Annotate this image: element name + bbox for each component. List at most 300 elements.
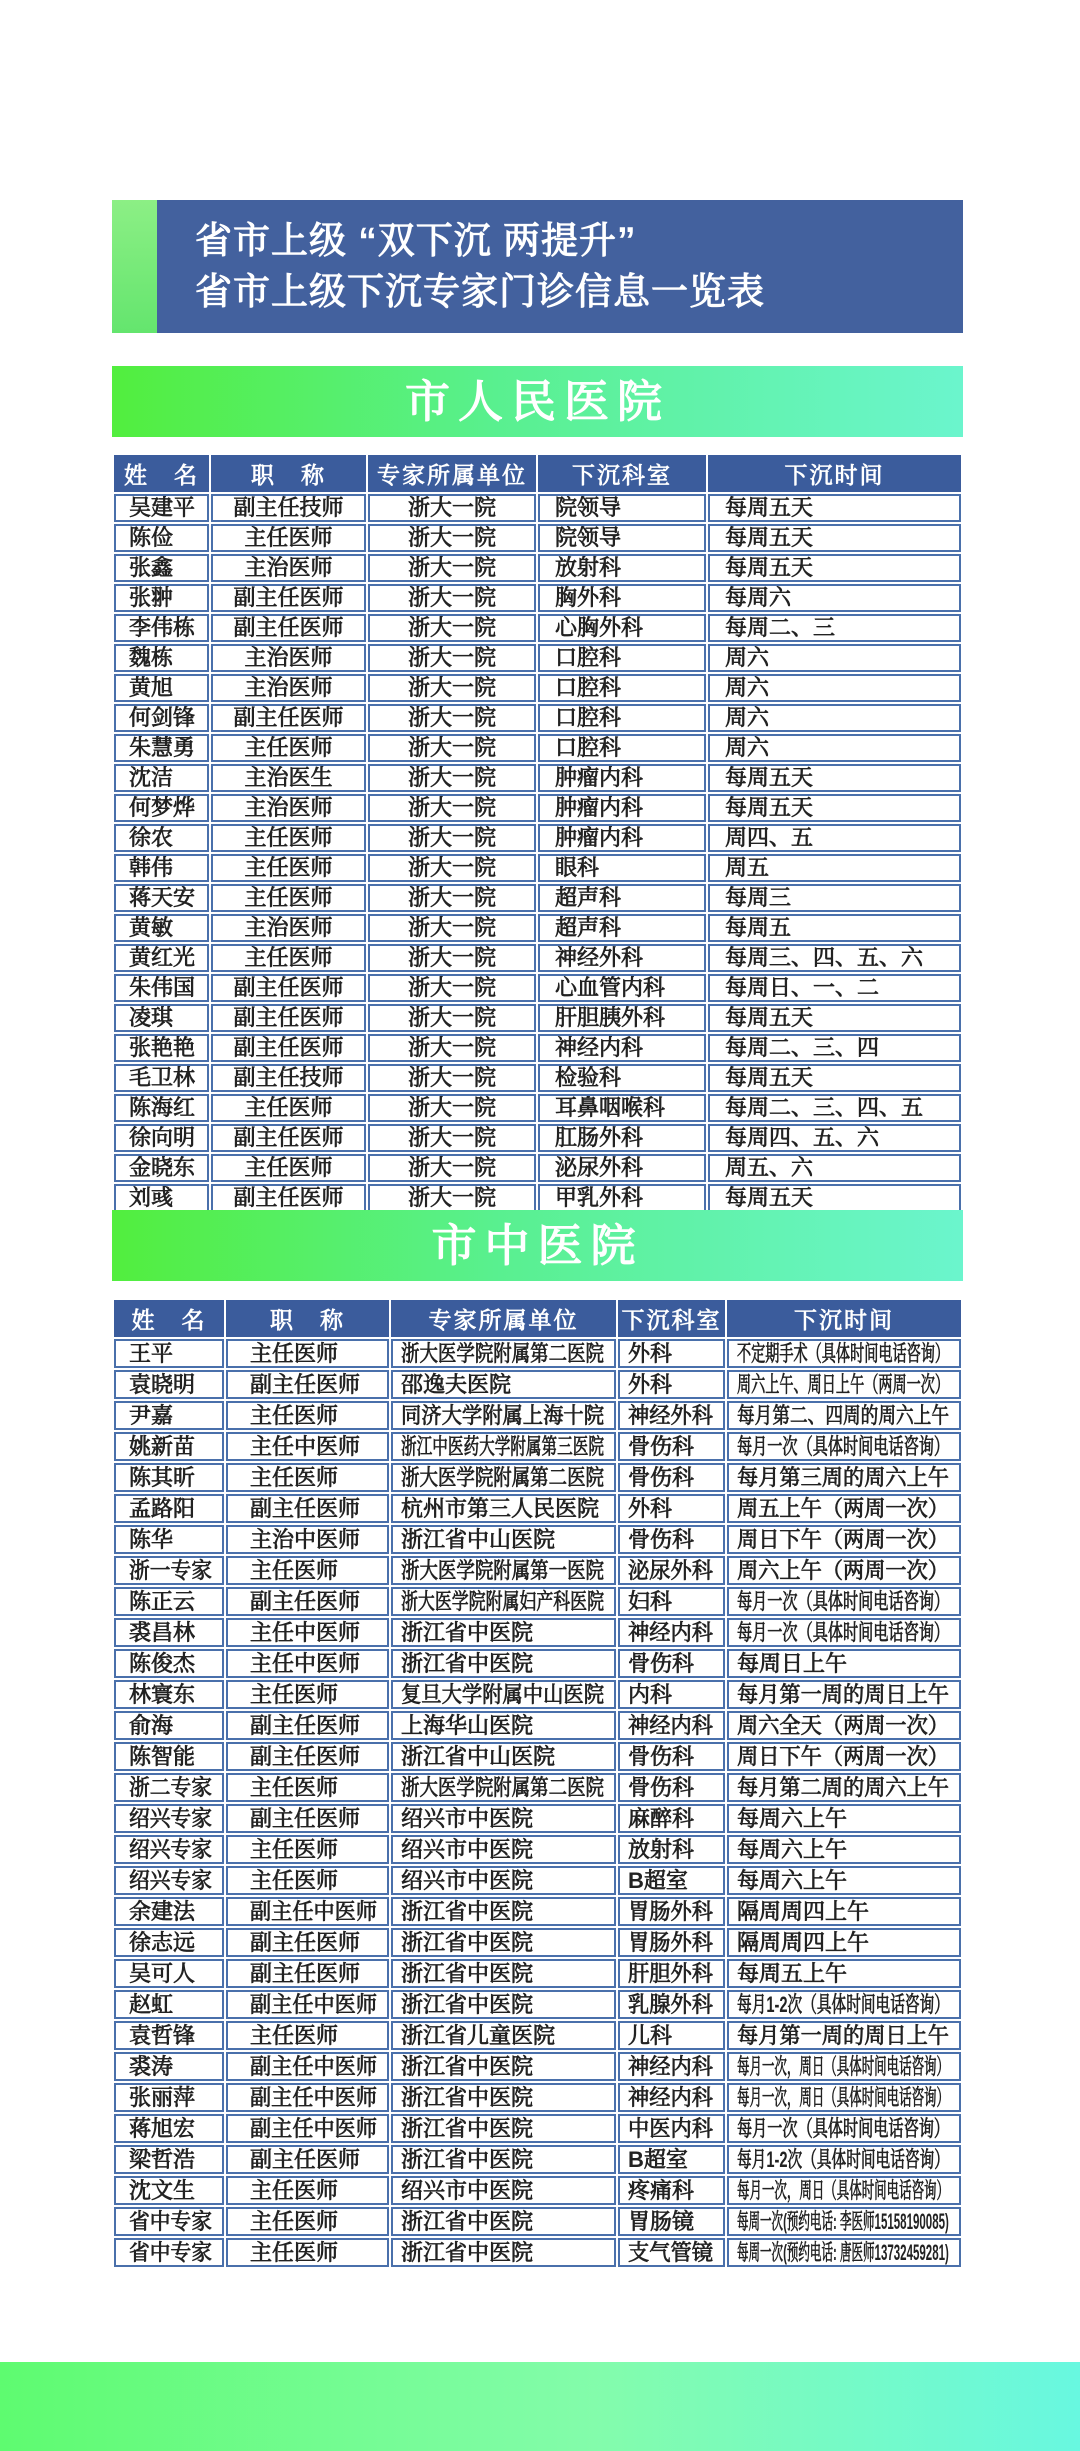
cell-unit [368,554,536,582]
cell-title [226,1711,389,1740]
cell-text: 中医内科 [628,2116,714,2141]
cell-department [538,1154,706,1182]
cell-department [618,1587,725,1616]
table-row [114,1184,961,1212]
cell-text: 每周二、三 [725,615,836,640]
cell-text: 周六 [725,645,770,670]
cell-text: 周六上午、周日上午（两周一次） [737,1372,950,1397]
table-row [114,614,961,642]
cell-title [226,2238,389,2267]
table-row [114,1773,961,1802]
cell-text: 浙大一院 [407,855,496,880]
cell-text: 神经内科 [628,1713,714,1738]
cell-text: 陈华 [129,1527,174,1552]
cell-text: 每月一次（具体时间电话咨询） [737,1434,950,1459]
table-row [114,734,961,762]
cell-text: 主治中医师 [250,1527,361,1552]
cell-text: 麻醉科 [628,1806,695,1831]
cell-text: 肿瘤内科 [555,825,644,850]
table-row [114,1556,961,1585]
cell-text: 邵逸夫医院 [401,1372,512,1397]
cell-unit [391,1959,616,1988]
cell-name [114,524,209,552]
hospital-table-people [112,453,963,1214]
cell-text: 朱伟国 [129,975,196,1000]
cell-text: 胸外科 [555,585,622,610]
cell-department [618,1339,725,1368]
cell-unit [368,584,536,612]
cell-text: 副主任医师 [250,1744,361,1769]
cell-text: 副主任医师 [250,1496,361,1521]
cell-unit [368,974,536,1002]
cell-text: 浙江省中医院 [401,2054,534,2079]
cell-title [211,1034,366,1062]
cell-text: 徐向明 [129,1125,196,1150]
table-row [114,1463,961,1492]
cell-text: 裘涛 [129,2054,174,2079]
cell-text: 绍兴市中医院 [401,1868,534,1893]
cell-title [226,1618,389,1647]
cell-text: 副主任中医师 [250,2085,378,2110]
cell-time [727,1649,961,1678]
cell-name [114,1928,224,1957]
cell-text: 陈正云 [129,1589,196,1614]
cell-unit [391,1494,616,1523]
cell-text: 每周五天 [725,1065,814,1090]
cell-unit [391,1525,616,1554]
table-row [114,1401,961,1430]
cell-text: 绍兴专家 [129,1868,213,1893]
cell-text: 浙大一院 [407,945,496,970]
cell-department [538,914,706,942]
cell-department [538,524,706,552]
cell-time [727,1556,961,1585]
cell-text: 每周二、三、四、五 [725,1095,924,1120]
cell-unit [368,764,536,792]
cell-title [226,1339,389,1368]
cell-text: 绍兴专家 [129,1837,213,1862]
cell-text: 何梦烨 [129,795,196,820]
cell-name [114,944,209,972]
column-header-unit: 专家所属单位 [391,1300,616,1337]
cell-text: 副主任医师 [233,975,344,1000]
cell-text: 每月第三周的周六上午 [737,1465,950,1490]
cell-time [727,1432,961,1461]
cell-title [211,1004,366,1032]
cell-text: 每月一次（具体时间电话咨询） [737,1620,950,1645]
cell-name [114,1804,224,1833]
cell-text: 浙江省儿童医院 [401,2023,556,2048]
cell-time [727,1618,961,1647]
cell-text: 浙江省中医院 [401,1651,534,1676]
cell-text: 陈智能 [129,1744,196,1769]
cell-text: 副主任医师 [233,1125,344,1150]
cell-text: 魏栋 [129,645,174,670]
cell-text: 浙大一院 [407,1005,496,1030]
cell-text: 每周五天 [725,525,814,550]
cell-text: 刘彧 [129,1185,174,1210]
cell-time [727,1742,961,1771]
cell-text: 浙江省中医院 [401,2085,534,2110]
cell-text: 外科 [628,1496,673,1521]
cell-unit [368,794,536,822]
cell-title [226,2207,389,2236]
cell-text: 俞海 [129,1713,174,1738]
cell-unit [368,1004,536,1032]
cell-text: 副主任医师 [250,1930,361,1955]
cell-text: 陈俭 [129,525,174,550]
table-row [114,1866,961,1895]
cell-text: 赵虹 [129,1992,174,2017]
cell-text: 浙大一院 [407,885,496,910]
section-banner-people-hospital: 市人民医院 [112,366,963,437]
cell-name [114,1432,224,1461]
cell-time [727,2238,961,2267]
cell-unit [391,1370,616,1399]
table-row [114,2238,961,2267]
cell-text: 心血管内科 [555,975,666,1000]
cell-text: 甲乳外科 [555,1185,644,1210]
cell-text: 副主任中医师 [250,2116,378,2141]
cell-unit [391,2238,616,2267]
cell-text: 主任中医师 [250,1620,361,1645]
cell-name [114,2052,224,2081]
cell-department [538,644,706,672]
cell-department [538,974,706,1002]
table-row [114,974,961,1002]
cell-title [226,2145,389,2174]
cell-department [618,2238,725,2267]
cell-text: 肝胆外科 [628,1961,714,1986]
cell-text: 每周六上午 [737,1868,848,1893]
cell-time [727,2021,961,2050]
cell-department [538,1094,706,1122]
title-accent-bar [112,200,157,333]
cell-unit [368,914,536,942]
cell-title [211,614,366,642]
cell-text: 浙大医学院附属第二医院 [401,1775,605,1800]
cell-text: 每月第二周的周六上午 [737,1775,950,1800]
cell-text: 妇科 [628,1589,673,1614]
cell-time [708,1004,961,1032]
table-row [114,1525,961,1554]
cell-text: 心胸外科 [555,615,644,640]
cell-time [727,1370,961,1399]
cell-text: 浙江省中医院 [401,2147,534,2172]
cell-unit [368,1154,536,1182]
cell-time [727,1990,961,2019]
table-row [114,2083,961,2112]
cell-unit [391,2052,616,2081]
cell-unit [368,1034,536,1062]
cell-title [211,644,366,672]
cell-title [211,554,366,582]
cell-time [727,1711,961,1740]
cell-time [727,2083,961,2112]
cell-text: 副主任技师 [233,1065,344,1090]
cell-unit [368,824,536,852]
cell-text: 余建法 [129,1899,196,1924]
cell-title [211,494,366,522]
cell-department [538,554,706,582]
title-line-1: 省市上级 “双下沉 两提升” [195,220,637,261]
cell-department [538,494,706,522]
cell-name [114,614,209,642]
cell-department [618,1432,725,1461]
cell-text: 神经内科 [555,1035,644,1060]
cell-text: 王平 [129,1341,174,1366]
cell-name [114,494,209,522]
cell-text: 陈海红 [129,1095,196,1120]
cell-text: 主任医师 [244,1155,333,1180]
cell-time [727,2176,961,2205]
cell-department [618,1711,725,1740]
column-header-time: 下沉时间 [708,455,961,492]
cell-department [618,1773,725,1802]
cell-title [211,1064,366,1092]
cell-title [211,824,366,852]
cell-name [114,2114,224,2143]
cell-text: 每月一次，周日（具体时间电话咨询） [737,2054,950,2079]
cell-text: 每月一次，周日（具体时间电话咨询） [737,2178,950,2203]
cell-text: 主任医师 [250,1403,339,1428]
cell-text: 李伟栋 [129,615,196,640]
cell-name [114,884,209,912]
cell-name [114,1742,224,1771]
table-row [114,824,961,852]
table-row [114,584,961,612]
cell-text: 耳鼻咽喉科 [555,1095,666,1120]
table-row [114,644,961,672]
cell-text: 张鑫 [129,555,174,580]
cell-time [708,644,961,672]
cell-text: 浙大一院 [407,675,496,700]
cell-text: 副主任医师 [250,1372,361,1397]
cell-text: 副主任医师 [233,1035,344,1060]
section-banner-tcm-hospital: 市中医院 [112,1210,963,1281]
cell-department [538,1124,706,1152]
cell-department [538,764,706,792]
cell-title [226,1432,389,1461]
cell-unit [391,1587,616,1616]
cell-name [114,2145,224,2174]
cell-text: 浙江省中山医院 [401,1744,556,1769]
cell-unit [391,2021,616,2050]
table-row [114,1587,961,1616]
cell-text: 浙大一院 [407,615,496,640]
cell-department [618,1804,725,1833]
cell-title [226,1680,389,1709]
cell-department [618,2145,725,2174]
cell-title [211,1184,366,1212]
cell-unit [391,2145,616,2174]
table-row [114,1990,961,2019]
cell-text: 周六 [725,675,770,700]
column-header-title: 职 称 [211,455,366,492]
table-row [114,1034,961,1062]
cell-unit [368,614,536,642]
cell-time [727,1773,961,1802]
cell-text: 主任医师 [244,1095,333,1120]
cell-text: 主任医师 [250,1775,339,1800]
column-header-title: 职 称 [226,1300,389,1337]
cell-department [618,1525,725,1554]
cell-text: 吴建平 [129,495,196,520]
cell-unit [368,704,536,732]
column-header-name: 姓 名 [114,1300,224,1337]
cell-text: 浙江省中医院 [401,2240,534,2265]
cell-department [538,734,706,762]
cell-text: 浙大一院 [407,1125,496,1150]
title-banner [112,200,963,333]
cell-title [226,2176,389,2205]
cell-department [618,1494,725,1523]
cell-unit [391,1339,616,1368]
header-row [114,1300,961,1337]
cell-name [114,1618,224,1647]
cell-department [618,1959,725,1988]
cell-department [618,1618,725,1647]
cell-title [211,584,366,612]
cell-text: 主任医师 [244,885,333,910]
cell-text: 浙大一院 [407,735,496,760]
cell-text: 周六全天（两周一次） [737,1713,950,1738]
table-row [114,2021,961,2050]
cell-text: 肿瘤内科 [555,765,644,790]
cell-unit [391,2083,616,2112]
cell-text: 每周五天 [725,1005,814,1030]
cell-name [114,974,209,1002]
cell-unit [391,1649,616,1678]
cell-title [226,1463,389,1492]
column-header-department: 下沉科室 [618,1300,725,1337]
cell-department [618,2114,725,2143]
cell-department [538,614,706,642]
cell-unit [368,1184,536,1212]
cell-time [708,794,961,822]
cell-time [708,884,961,912]
cell-text: 副主任技师 [233,495,344,520]
table-row [114,854,961,882]
cell-text: 凌琪 [129,1005,174,1030]
cell-text: 陈俊杰 [129,1651,196,1676]
column-header-department: 下沉科室 [538,455,706,492]
cell-title [226,1897,389,1926]
cell-text: 裘昌林 [129,1620,196,1645]
cell-text: 浙大一院 [407,1095,496,1120]
cell-time [727,1525,961,1554]
cell-text: 浙江省中山医院 [401,1527,556,1552]
cell-unit [391,1866,616,1895]
cell-department [538,824,706,852]
cell-time [708,974,961,1002]
cell-text: 浙大一院 [407,915,496,940]
cell-unit [391,1897,616,1926]
cell-text: 每周五天 [725,555,814,580]
cell-text: 院领导 [555,525,622,550]
cell-department [618,1649,725,1678]
cell-text: 周四、五 [725,825,814,850]
cell-unit [368,734,536,762]
cell-title [226,1990,389,2019]
cell-text: 朱慧勇 [129,735,196,760]
cell-unit [391,1556,616,1585]
table-row [114,794,961,822]
cell-text: 副主任医师 [250,2147,361,2172]
cell-name [114,1004,209,1032]
cell-text: 副主任中医师 [250,1992,378,2017]
cell-text: 超声科 [555,915,622,940]
cell-time [708,554,961,582]
table-row [114,944,961,972]
cell-text: 何剑锋 [129,705,196,730]
cell-time [727,2114,961,2143]
cell-name [114,2238,224,2267]
cell-text: 复旦大学附属中山医院 [401,1682,605,1707]
cell-unit [368,854,536,882]
cell-text: 浙大一院 [407,975,496,1000]
cell-time [708,494,961,522]
cell-unit [391,1742,616,1771]
cell-text: 浙江省中医院 [401,2116,534,2141]
cell-title [226,1587,389,1616]
cell-name [114,854,209,882]
poster-title [195,215,765,317]
cell-unit [391,2114,616,2143]
cell-text: 泌尿外科 [628,1558,714,1583]
cell-text: 省中专家 [129,2209,213,2234]
cell-text: 胃肠镜 [628,2209,695,2234]
cell-text: 绍兴专家 [129,1806,213,1831]
cell-text: 蒋天安 [129,885,196,910]
cell-text: 袁晓明 [129,1372,196,1397]
cell-text: 每周一次(预约电话: 唐医师13732459281) [737,2240,949,2265]
table-row [114,1711,961,1740]
cell-text: 肝胆胰外科 [555,1005,666,1030]
cell-department [618,1370,725,1399]
cell-text: 副主任医师 [233,1185,344,1210]
table-row [114,2145,961,2174]
cell-text: 骨伤科 [628,1744,695,1769]
cell-department [538,794,706,822]
cell-name [114,1587,224,1616]
cell-department [618,1401,725,1430]
cell-text: 周六 [725,735,770,760]
cell-department [538,854,706,882]
cell-text: 浙大一院 [407,555,496,580]
cell-text: 主治医师 [244,915,333,940]
table-row [114,1004,961,1032]
cell-text: 浙大一院 [407,825,496,850]
cell-text: 周日下午（两周一次） [737,1527,950,1552]
cell-text: 副主任中医师 [250,2054,378,2079]
cell-text: 主任医师 [250,1837,339,1862]
cell-text: 疼痛科 [628,2178,695,2203]
cell-text: 副主任中医师 [250,1899,378,1924]
cell-text: 每周一次(预约电话: 李医师15158190085) [737,2209,949,2234]
cell-text: 每月一次（具体时间电话咨询） [737,2116,950,2141]
cell-unit [368,1064,536,1092]
cell-text: 浙大一院 [407,1035,496,1060]
cell-title [211,524,366,552]
cell-text: 浙大一院 [407,1185,496,1210]
cell-unit [391,1618,616,1647]
cell-text: 浙大一院 [407,1065,496,1090]
cell-name [114,764,209,792]
cell-unit [368,674,536,702]
cell-unit [391,2207,616,2236]
column-header-name: 姓 名 [114,455,209,492]
